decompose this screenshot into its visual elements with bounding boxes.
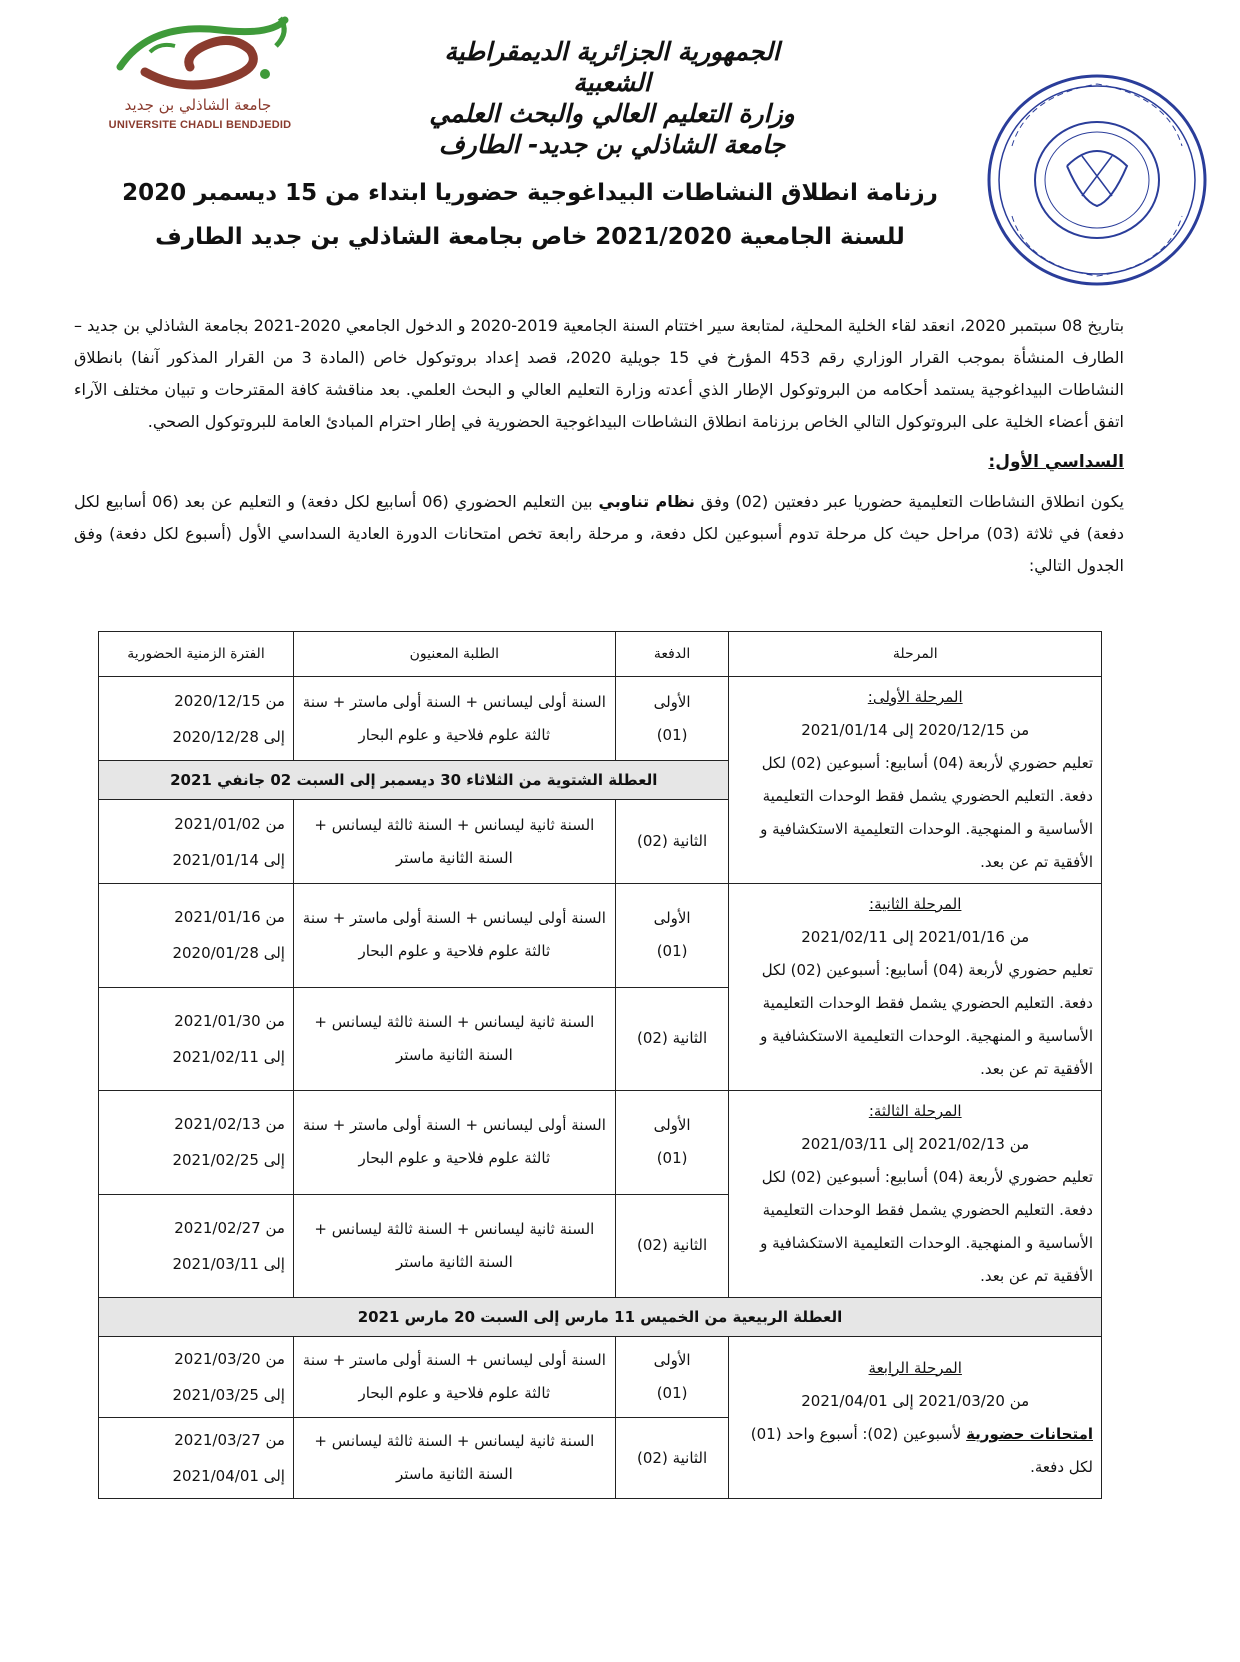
batch-first-number: (01): [656, 725, 688, 744]
period-to: إلى 2021/03/25: [172, 1386, 285, 1404]
period-cell: [99, 1337, 294, 1418]
header-line-republic: الجمهورية الجزائرية الديمقراطية الشعبية: [444, 37, 780, 97]
phase-4-name: المرحلة الرابعة: [868, 1358, 962, 1377]
students-second: السنة ثانية ليسانس + السنة ثالثة ليسانس + السنة الثانية ماستر: [293, 1194, 615, 1298]
batch-first-label: الأولى: [653, 1351, 691, 1369]
table-row: [99, 677, 1102, 761]
period-to: إلى 2021/02/11: [172, 1047, 285, 1066]
phase-3-cell: [729, 1091, 1102, 1298]
period-from: من 2021/03/20: [174, 1350, 285, 1368]
logo-emblem-icon: [90, 12, 320, 102]
title-line-1: رزنامة انطلاق النشاطات البيداغوجية حضوريا ابتداء من 15 ديسمبر 2020: [122, 180, 938, 206]
students-first: السنة أولى ليسانس + السنة أولى ماستر + سنة ثالثة علوم فلاحية و علوم البحار: [293, 884, 615, 988]
period-cell: [99, 677, 294, 761]
period-from: من 2021/01/30: [174, 1011, 285, 1030]
batch-second: الثانية (02): [615, 800, 729, 884]
table-row: [99, 1091, 1102, 1195]
period-cell: [99, 1091, 294, 1195]
phase-4-body: [737, 1418, 1093, 1484]
batch-second: الثانية (02): [615, 1194, 729, 1298]
period-cell: [99, 987, 294, 1091]
phase-2-range: من 2021/01/16 إلى 2021/02/11: [801, 928, 1030, 946]
students-first: السنة أولى ليسانس + السنة أولى ماستر + سنة ثالثة علوم فلاحية و علوم البحار: [293, 677, 615, 761]
batch-second: الثانية (02): [615, 1418, 729, 1499]
semester-text-start: يكون انطلاق النشاطات التعليمية حضوريا عبر دفعتين (02) وفق: [694, 492, 1124, 511]
semester-text-bold: نظام تناوبي: [598, 492, 695, 511]
phase-3-body: تعليم حضوري لأربعة (04) أسابيع: أسبوعين (02) لكل دفعة. التعليم الحضوري يشمل فقط الوحدات التعليمية الأساسية و المنهجية. الوحدات التعليمية الاستكشافية و الأفقية تم عن بعد.: [760, 1168, 1093, 1285]
header-line-university: جامعة الشاذلي بن جديد- الطارف: [438, 130, 786, 159]
period-from: من 2021/02/27: [174, 1218, 285, 1237]
phase-1-range: من 2020/12/15 إلى 2021/01/14: [801, 721, 1030, 739]
official-stamp: [982, 66, 1212, 294]
phase-1-cell: [729, 677, 1102, 884]
period-to: إلى 2020/12/28: [172, 727, 285, 746]
period-to: إلى 2021/04/01: [172, 1467, 285, 1485]
header-period: الفترة الزمنية الحضورية: [99, 632, 294, 677]
table-row: [99, 884, 1102, 988]
phase-4-body-rest: لأسبوعين (02): أسبوع واحد (01) لكل دفعة.: [750, 1424, 1093, 1476]
winter-break: العطلة الشتوية من الثلاثاء 30 ديسمبر إلى السبت 02 جانفي 2021: [99, 761, 729, 800]
phase-2-name: المرحلة الثانية:: [869, 895, 962, 913]
spring-break: العطلة الربيعية من الخميس 11 مارس إلى السبت 20 مارس 2021: [99, 1298, 1102, 1337]
period-from: من 2020/12/15: [174, 691, 285, 710]
batch-cell: [615, 1337, 729, 1418]
document-header: [402, 36, 822, 160]
header-phase: المرحلة: [729, 632, 1102, 677]
period-cell: [99, 800, 294, 884]
batch-first-label: الأولى: [653, 909, 691, 928]
phase-3-name: المرحلة الثالثة:: [868, 1102, 962, 1120]
phase-2-body: تعليم حضوري لأربعة (04) أسابيع: أسبوعين (02) لكل دفعة. التعليم الحضوري يشمل فقط الوحدات التعليمية الأساسية و المنهجية. الوحدات التعليمية الاستكشافية و الأفقية تم عن بعد.: [760, 961, 1093, 1078]
intro-paragraph: بتاريخ 08 سبتمبر 2020، انعقد لقاء الخلية المحلية، لمتابعة سير اختتام السنة الجامعية 2019-2020 و الدخول الجامعي 2020-2021 بجامعة الشاذلي بن جديد – الطارف المنشأة بموجب القرار الوزاري رقم 453 المؤرخ في 15 جويلية 2020، قصد إعداد بروتوكول خاص (المادة 3 من القرار المذكور آنفا) بانطلاق النشاطات البيداغوجية يستمد أحكامه من البروتوكول الإطار الذي أعدته وزارة التعليم العالي و البحث العلمي. بعد مناقشة كافة المقترحات و تبيان مختلف الآراء اتفق أعضاء الخلية على البروتوكول التالي الخاص برزنامة انطلاق النشاطات البيداغوجية الحضورية في إطار احترام المبادئ العامة للبروتوكول الصحي.: [74, 316, 1125, 431]
header-students: الطلبة المعنيون: [293, 632, 615, 677]
table-header-row: [99, 632, 1102, 677]
period-to: إلى 2021/01/14: [172, 850, 285, 869]
spring-break-row: [99, 1298, 1102, 1337]
logo-name-arabic: جامعة الشاذلي بن جديد: [124, 96, 272, 114]
batch-first-label: الأولى: [653, 1116, 691, 1135]
batch-second: الثانية (02): [615, 987, 729, 1091]
period-to: إلى 2020/01/28: [172, 944, 285, 963]
logo-name-french: UNIVERSITE CHADLI BENDJEDID: [108, 119, 292, 131]
university-logo: [90, 12, 320, 142]
students-second: السنة ثانية ليسانس + السنة ثالثة ليسانس + السنة الثانية ماستر: [293, 1418, 615, 1499]
phase-3-range: من 2021/02/13 إلى 2021/03/11: [801, 1135, 1030, 1153]
batch-first-label: الأولى: [653, 692, 691, 711]
semester-heading: السداسي الأول:: [988, 452, 1124, 472]
semester-text-end: بين التعليم الحضوري (06 أسابيع لكل دفعة) و التعليم عن بعد (06 أسابيع لكل دفعة) في ثلاثة (03) مراحل حيث كل مرحلة تدوم أسبوعين لكل دفعة، و مرحلة رابعة تخص امتحانات الدورة العادية السداسي الأول (أسبوع لكل دفعة) وفق الجدول التالي:: [74, 492, 1124, 575]
students-second: السنة ثانية ليسانس + السنة ثالثة ليسانس + السنة الثانية ماستر: [293, 987, 615, 1091]
students-first: السنة أولى ليسانس + السنة أولى ماستر + سنة ثالثة علوم فلاحية و علوم البحار: [293, 1091, 615, 1195]
calendar-table: [98, 631, 1102, 1499]
period-from: من 2021/03/27: [174, 1431, 285, 1449]
students-second: السنة ثانية ليسانس + السنة ثالثة ليسانس + السنة الثانية ماستر: [293, 800, 615, 884]
phase-4-cell: [729, 1337, 1102, 1499]
phase-1-name: المرحلة الأولى:: [867, 688, 963, 706]
period-cell: [99, 1194, 294, 1298]
title-line-2: للسنة الجامعية 2021/2020 خاص بجامعة الشاذلي بن جديد الطارف: [155, 224, 905, 250]
period-cell: [99, 1418, 294, 1499]
batch-first-number: (01): [656, 1384, 688, 1402]
table-row: [99, 1337, 1102, 1418]
period-from: من 2021/01/02: [174, 814, 285, 833]
phase-4-range: من 2021/03/20 إلى 2021/04/01: [801, 1391, 1030, 1410]
batch-cell: [615, 677, 729, 761]
period-to: إلى 2021/02/25: [172, 1151, 285, 1170]
period-from: من 2021/02/13: [174, 1115, 285, 1134]
phase-4-body-bold: امتحانات حضورية: [966, 1424, 1093, 1443]
header-line-ministry: وزارة التعليم العالي والبحث العلمي: [429, 99, 795, 128]
phase-1-body: تعليم حضوري لأربعة (04) أسابيع: أسبوعين (02) لكل دفعة. التعليم الحضوري يشمل فقط الوحدات التعليمية الأساسية و المنهجية. الوحدات التعليمية الاستكشافية و الأفقية تم عن بعد.: [760, 754, 1093, 871]
period-from: من 2021/01/16: [174, 908, 285, 927]
header-batch: الدفعة: [615, 632, 729, 677]
batch-cell: [615, 1091, 729, 1195]
period-cell: [99, 884, 294, 988]
batch-first-number: (01): [656, 1149, 688, 1168]
stamp-seal-icon: [982, 66, 1212, 294]
batch-first-number: (01): [656, 942, 688, 961]
batch-cell: [615, 884, 729, 988]
period-to: إلى 2021/03/11: [172, 1254, 285, 1273]
semester-paragraph: [74, 486, 1124, 582]
students-first: السنة أولى ليسانس + السنة أولى ماستر + سنة ثالثة علوم فلاحية و علوم البحار: [293, 1337, 615, 1418]
phase-2-cell: [729, 884, 1102, 1091]
